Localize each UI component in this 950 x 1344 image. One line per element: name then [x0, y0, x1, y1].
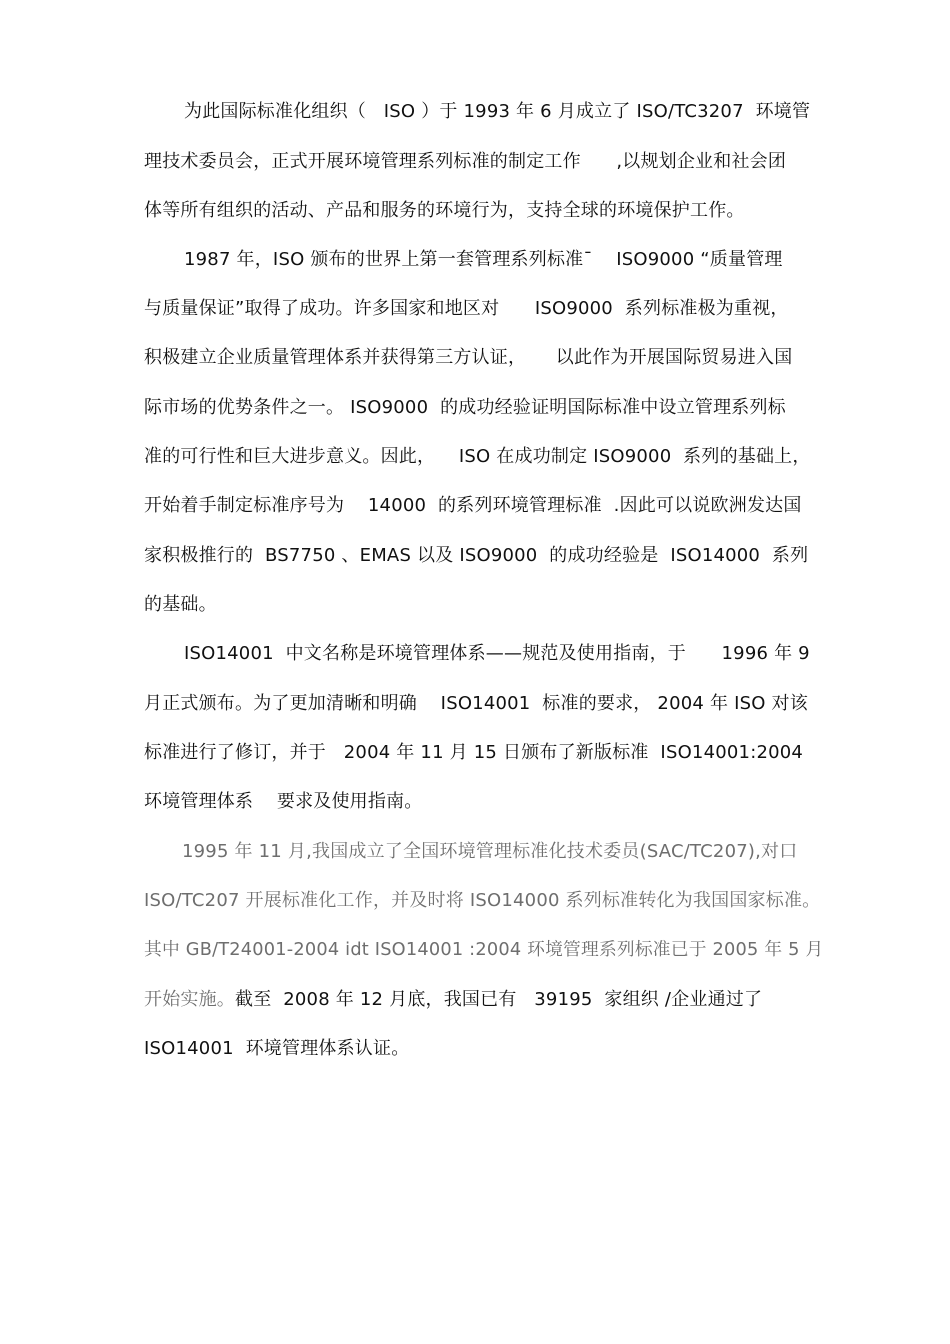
p2-line-2: 与质量保证”取得了成功。许多国家和地区对 ISO9000 系列标准极为重视， [144, 298, 789, 319]
p4-line-5: ISO14001 环境管理体系认证。 [144, 1038, 410, 1059]
p4-line-4-dark-part: 截至 2008 年 12 月底，我国已有 39195 家组织 /企业通过了 [235, 989, 763, 1010]
p2-line-4: 际市场的优势条件之一。 ISO9000 的成功经验证明国际标准中设立管理系列标 [144, 397, 786, 418]
p2-line-8: 的基础。 [144, 594, 217, 615]
p2-line-3: 积极建立企业质量管理体系并获得第三方认证， 以此作为开展国际贸易进入国 [144, 347, 793, 368]
p2-line-5: 准的可行性和巨大进步意义。因此， ISO 在成功制定 ISO9000 系列的基础上， [144, 446, 811, 467]
p3-line-2: 月正式颁布。为了更加清晰和明确 ISO14001 标准的要求， 2004 年 ISO 对该 [144, 693, 808, 714]
p1-line-1: 为此国际标准化组织（ ISO ）于 1993 年 6 月成立了 ISO/TC3207 环境管 [184, 101, 811, 122]
p2-line-6: 开始着手制定标准序号为 14000 的系列环境管理标准 .因此可以说欧洲发达国 [144, 495, 802, 516]
p1-line-3: 体等所有组织的活动、产品和服务的环境行为，支持全球的环境保护工作。 [144, 200, 745, 221]
p4-line-1: 1995 年 11 月,我国成立了全国环境管理标准化技术委员(SAC/TC207),对口 [182, 841, 798, 862]
p4-line-4 [144, 987, 762, 1013]
p2-line-7: 家积极推行的 BS7750 、EMAS 以及 ISO9000 的成功经验是 ISO14000 系列 [144, 545, 809, 566]
p4-line-2: ISO/TC207 开展标准化工作，并及时将 ISO14000 系列标准转化为我国国家标准。 [144, 890, 821, 911]
p2-line-1: 1987 年，ISO 颁布的世界上第一套管理系列标准¯ ISO9000 “质量管理 [184, 249, 783, 270]
p3-line-4: 环境管理体系 要求及使用指南。 [144, 791, 423, 812]
p4-line-3: 其中 GB/T24001-2004 idt ISO14001 :2004 环境管理系列标准已于 2005 年 5 月 [144, 940, 824, 960]
p1-line-2: 理技术委员会，正式开展环境管理系列标准的制定工作 ,以规划企业和社会团 [144, 151, 787, 172]
p3-line-3: 标准进行了修订，并于 2004 年 11 月 15 日颁布了新版标准 ISO14001:2004 [144, 742, 804, 763]
p4-line-4-gray-part: 开始实施。 [144, 989, 235, 1010]
p3-line-1: ISO14001 中文名称是环境管理体系——规范及使用指南，于 1996 年 9 [184, 643, 810, 664]
